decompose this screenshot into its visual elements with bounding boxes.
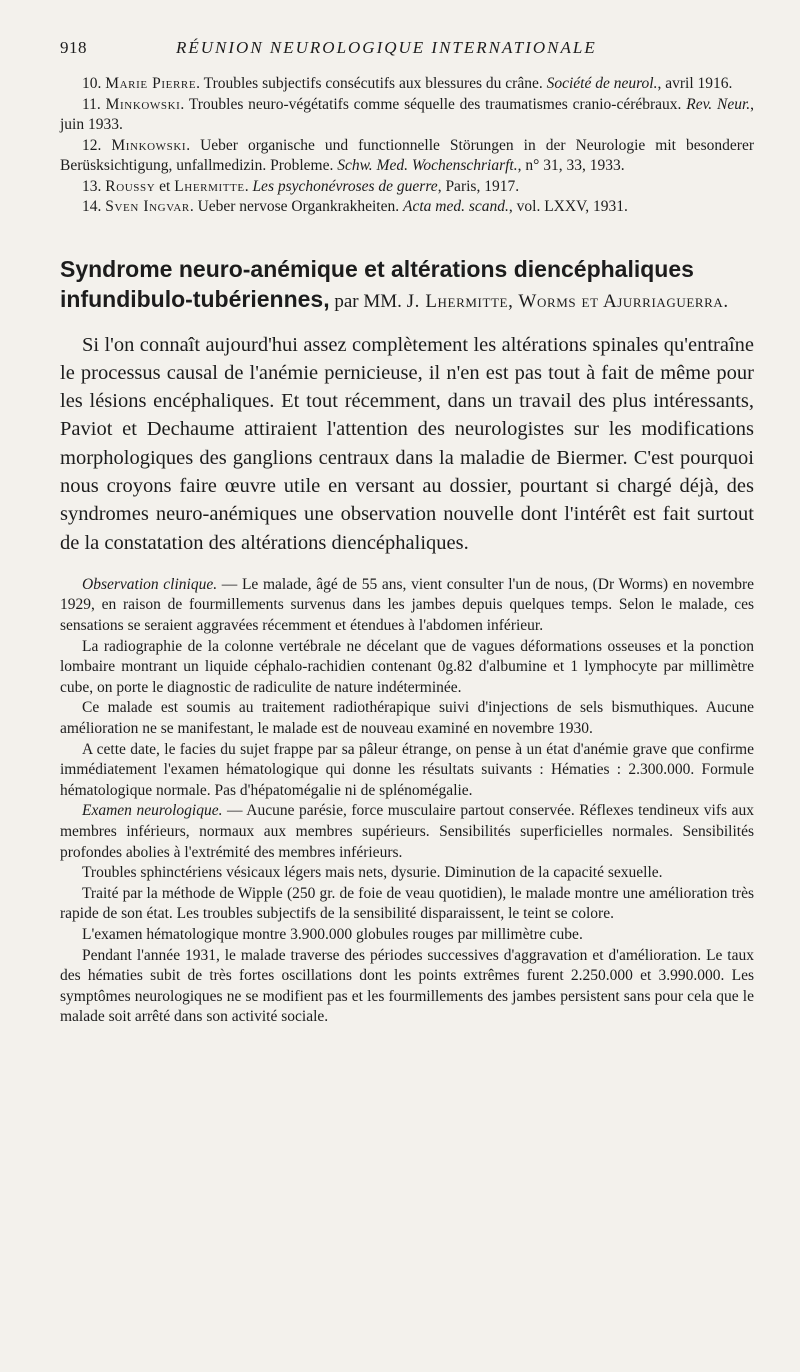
article-authors: par MM. J. Lhermitte, Worms et Ajurriaguerra.	[329, 290, 729, 312]
paragraph: La radiographie de la colonne vertébrale ne décelant que de vagues déformations osseuses et la ponction lombaire montrant un liquide céphalo-rachidien contenant 0g.82 d'albumine et 1 lymphocyte par millimètre cube, on porte le diagnostic de radiculite de nature indéterminée.	[60, 637, 754, 696]
reference-item: 11. Minkowski. Troubles neuro-végétatifs comme séquelle des traumatismes cranio-cérébraux. Rev. Neur., juin 1933.	[60, 95, 755, 133]
reference-item: 13. Roussy et Lhermitte. Les psychonévroses de guerre, Paris, 1917.	[82, 177, 520, 195]
paragraph: Observation clinique. — Le malade, âgé de 55 ans, vient consulter l'un de nous, (Dr Worms) en novembre 1929, en raison de fourmillements survenus dans les jambes depuis quelques temps. Selon le malade, ces sensations se seraient aggravées récemment et étendues à l'abdomen inférieur.	[60, 575, 754, 635]
article-body	[60, 575, 754, 1028]
reference-item: 12. Minkowski. Ueber organische und functionnelle Störungen in der Neurologie mit besonderer Berüsksichtigung, unfallmedizin. Probleme. Schw. Med. Wochenschriarft., n° 31, 33, 1933.	[60, 136, 754, 174]
paragraph: Troubles sphinctériens vésicaux légers mais nets, dysurie. Diminution de la capacité sexuelle.	[82, 864, 663, 882]
paragraph: Ce malade est soumis au traitement radiothérapique suivi d'injections de sels bismuthiques. Aucune amélioration ne se manifestant, le malade est de nouveau examiné en novembre 1930.	[60, 699, 754, 738]
running-title: RÉUNION NEUROLOGIQUE INTERNATIONALE	[176, 38, 597, 57]
paragraph: L'examen hématologique montre 3.900.000 globules rouges par millimètre cube.	[82, 925, 583, 943]
page-number: 918	[60, 38, 87, 57]
article-intro: Si l'on connaît aujourd'hui assez complètement les altérations spinales qu'entraîne le processus causal de l'anémie pernicieuse, il n'en est pas tout à fait de même pour les lésions encéphaliques. Et tout récemment, dans un travail des plus intéressants, Paviot et Dechaume attiraient l'attention des neurologistes sur les modifications morphologiques des ganglions centraux dans la maladie de Biermer. C'est pourquoi nous croyons faire œuvre utile en versant au dossier, pourtant si chargé déjà, des syndromes neuro-anémiques une observation nouvelle dont l'intérêt est fait surtout de la constatation des altérations diencéphaliques.	[60, 333, 754, 554]
reference-item: 14. Sven Ingvar. Ueber nervose Organkrakheiten. Acta med. scand., vol. LXXV, 1931.	[82, 198, 628, 215]
reference-item: 10. Marie Pierre. Troubles subjectifs consécutifs aux blessures du crâne. Société de neurol., avril 1916.	[82, 75, 733, 92]
paragraph: Pendant l'année 1931, le malade traverse des périodes successives d'aggravation et d'amélioration. Le taux des hématies subit de très fortes oscillations dont les points extrêmes furent 2.250.000 et 3.990.000. Les symptômes neurologiques ne se modifient pas et les fourmillements des jambes persistent sans pour cela que le malade soit arrêté dans son activité sociale.	[60, 946, 754, 1026]
reference-list	[60, 74, 754, 218]
paragraph: Traité par la méthode de Wipple (250 gr. de foie de veau quotidien), le malade montre une amélioration très rapide de son état. Les troubles subjectifs de la sensibilité disparaissent, le teint se colore.	[60, 884, 754, 923]
article-title: Syndrome neuro-anémique et altérations diencéphaliques infundibulo-tubériennes, par MM. J. Lhermitte, Worms et Ajurriaguerra.	[60, 255, 729, 312]
running-head	[60, 38, 754, 58]
paragraph: Examen neurologique. — Aucune parésie, force musculaire partout conservée. Réflexes tendineux vifs aux membres inférieurs, normaux aux membres supérieurs. Sensibilités superficielles normales. Sensibilités profondes abolies à l'extrémité des membres inférieurs.	[60, 802, 755, 861]
paragraph: A cette date, le facies du sujet frappe par sa pâleur étrange, on pense à un état d'anémie grave que confirme immédiatement l'examen hématologique qui donne les résultats suivants : Hématies : 2.300.000. Formule hématologique normale. Pas d'hépatomégalie ni de splénomégalie.	[60, 740, 754, 799]
